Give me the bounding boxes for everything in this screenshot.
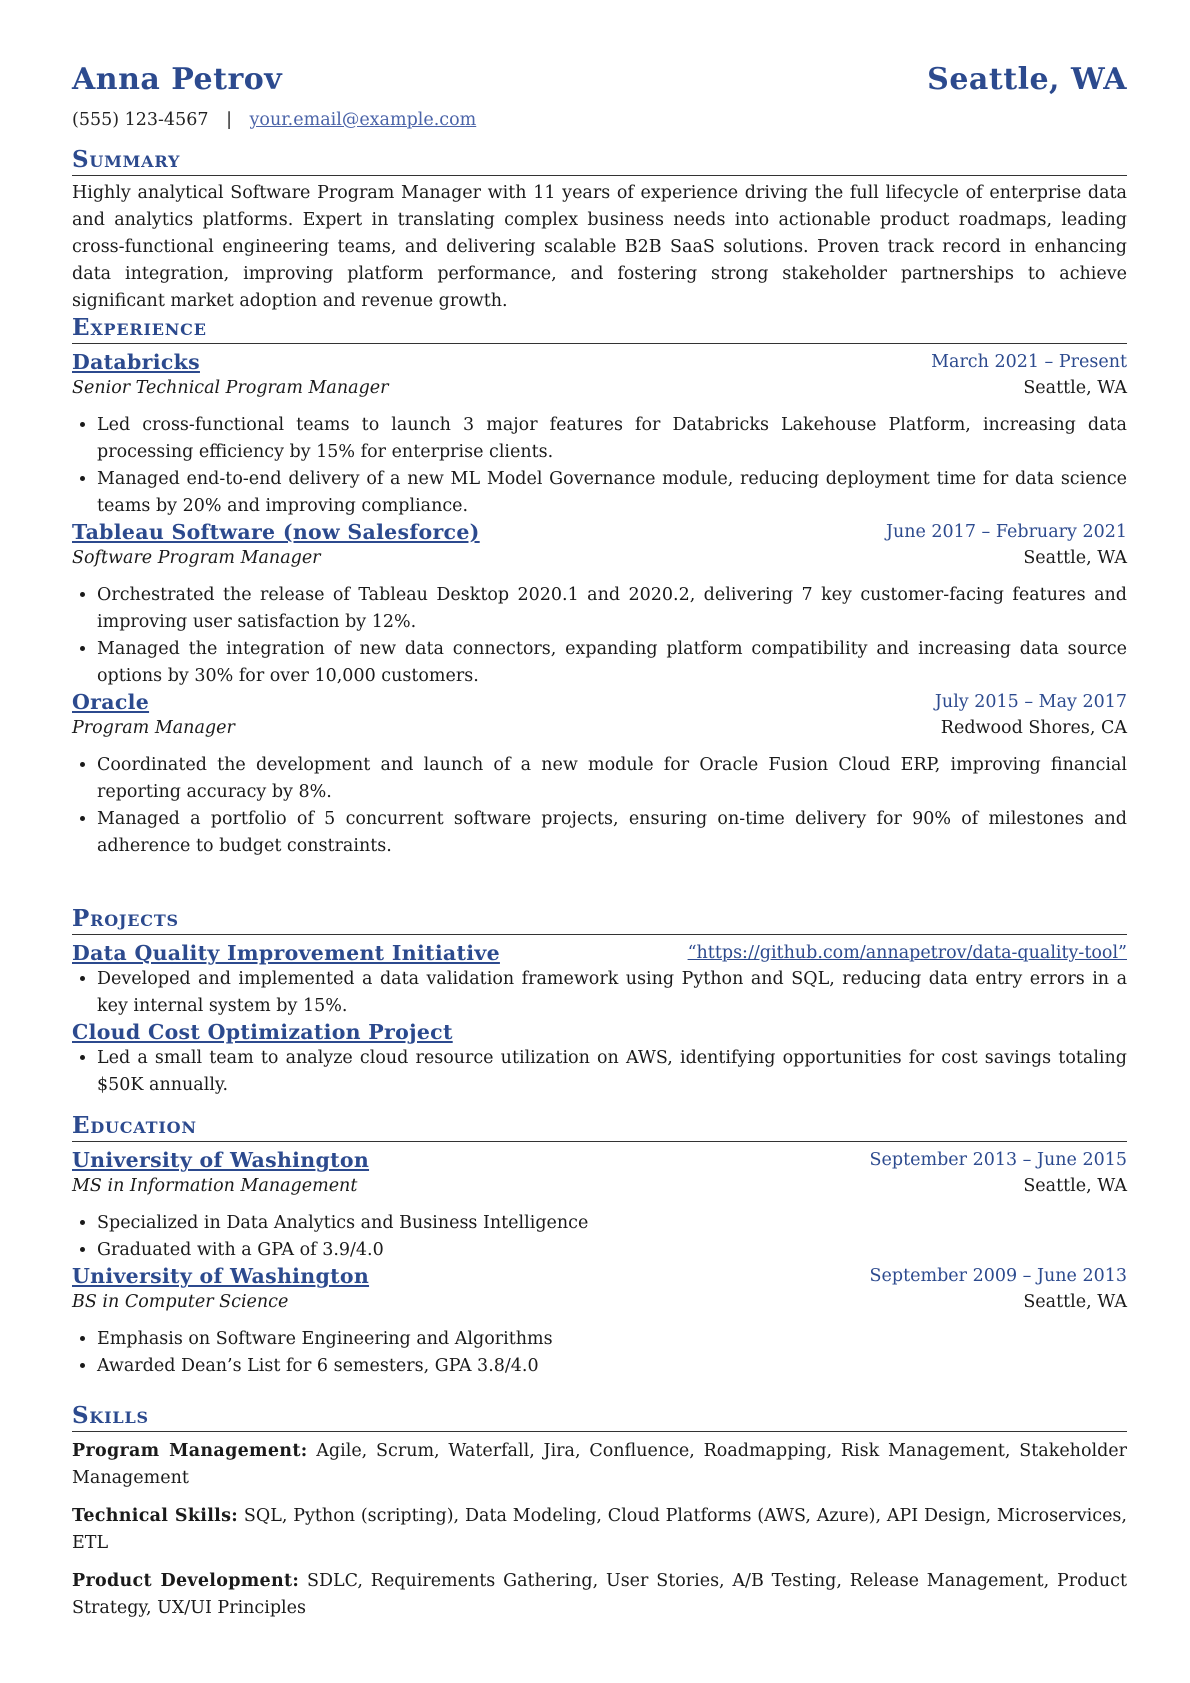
experience-section <box>72 314 1127 860</box>
experience-entry <box>72 690 1127 860</box>
phone-number: (555) 123-4567 <box>72 110 209 130</box>
project-title-link[interactable]: Data Quality Improvement Initiative <box>72 941 500 965</box>
degree-name: MS in Information Management <box>72 1176 358 1196</box>
candidate-name: Anna Petrov <box>72 62 283 97</box>
contact-line <box>72 110 476 130</box>
bullet-item: • Coordinated the development and launch of a new module for Oracle Fusion Cloud ERP, improving financial reporting accuracy by 8%. <box>97 752 1127 806</box>
education-entry <box>72 1264 1127 1380</box>
bullet-item: • Specialized in Data Analytics and Business Intelligence <box>97 1210 1127 1237</box>
project-title-link[interactable]: Cloud Cost Optimization Project <box>72 1020 453 1044</box>
experience-entry <box>72 520 1127 690</box>
skill-label: Product Development: <box>72 1571 300 1591</box>
school-link[interactable]: University of Washington <box>72 1264 370 1288</box>
skill-value: SQL, Python (scripting), Data Modeling, Cloud Platforms (AWS, Azure), API Design, Microservices, ETL <box>72 1506 1127 1553</box>
summary-section <box>72 146 1127 315</box>
contact-separator: | <box>226 110 232 130</box>
skill-row <box>72 1503 1127 1557</box>
school-link[interactable]: University of Washington <box>72 1148 370 1172</box>
bullet-item: • Managed end-to-end delivery of a new ML Model Governance module, reducing deployment time for data science teams by 20% and improving compliance. <box>97 466 1127 520</box>
project-repo-link[interactable]: “https://github.com/annapetrov/data-quality-tool” <box>687 943 1127 963</box>
school-location: Seattle, WA <box>1023 1176 1127 1196</box>
section-title-skills: Skills <box>72 1402 1127 1432</box>
projects-section <box>72 905 1127 1099</box>
job-location: Seattle, WA <box>1023 378 1127 398</box>
bullet-item: • Awarded Dean’s List for 6 semesters, GPA 3.8/4.0 <box>97 1353 1127 1380</box>
education-section <box>72 1112 1127 1380</box>
section-title-education: Education <box>72 1112 1127 1142</box>
section-title-experience: Experience <box>72 314 1127 344</box>
bullet-item: • Led cross-functional teams to launch 3 major features for Databricks Lakehouse Platform, increasing data processing efficiency by 15% for enterprise clients. <box>97 412 1127 466</box>
job-role: Software Program Manager <box>72 548 321 568</box>
skill-value: Agile, Scrum, Waterfall, Jira, Confluence, Roadmapping, Risk Management, Stakeholder Management <box>72 1441 1127 1488</box>
school-location: Seattle, WA <box>1023 1292 1127 1312</box>
bullet-item: • Managed a portfolio of 5 concurrent software projects, ensuring on-time delivery for 90% of milestones and adherence to budget constraints. <box>97 806 1127 860</box>
bullet-item: • Managed the integration of new data connectors, expanding platform compatibility and increasing data source options by 30% for over 10,000 customers. <box>97 636 1127 690</box>
section-title-projects: Projects <box>72 905 1127 935</box>
skill-value: SDLC, Requirements Gathering, User Stories, A/B Testing, Release Management, Product Strategy, UX/UI Principles <box>72 1571 1127 1618</box>
skill-row <box>72 1568 1127 1622</box>
bullet-item: • Orchestrated the release of Tableau Desktop 2020.1 and 2020.2, delivering 7 key customer-facing features and improving user satisfaction by 12%. <box>97 582 1127 636</box>
project-entry <box>72 941 1127 1020</box>
bullet-item: • Graduated with a GPA of 3.9/4.0 <box>97 1237 1127 1264</box>
skill-label: Program Management: <box>72 1441 308 1461</box>
skill-label: Technical Skills: <box>72 1506 239 1526</box>
resume-header <box>72 62 1127 104</box>
bullet-item: • Led a small team to analyze cloud resource utilization on AWS, identifying opportunities for cost savings totaling $50K annually. <box>97 1045 1127 1099</box>
job-dates: July 2015 – May 2017 <box>934 692 1127 712</box>
job-location: Redwood Shores, CA <box>940 718 1127 738</box>
job-dates: March 2021 – Present <box>931 352 1127 372</box>
company-link[interactable]: Tableau Software (now Salesforce) <box>72 520 480 544</box>
summary-text: Highly analytical Software Program Manager with 11 years of experience driving the full lifecycle of enterprise data and analytics platforms. Expert in translating complex business needs into actionable product roadmaps, leading cross-functional engineering teams, and delivering scalable B2B SaaS solutions. Proven track record in enhancing data integration, improving platform performance, and fostering strong stakeholder partnerships to achieve significant market adoption and revenue growth. <box>72 183 1127 311</box>
project-entry <box>72 1020 1127 1099</box>
job-role: Senior Technical Program Manager <box>72 378 389 398</box>
section-title-summary: Summary <box>72 146 1127 176</box>
candidate-location: Seattle, WA <box>927 62 1127 97</box>
education-dates: September 2013 – June 2015 <box>869 1150 1127 1170</box>
job-role: Program Manager <box>72 718 235 738</box>
skills-section <box>72 1402 1127 1633</box>
email-link[interactable]: your.email@example.com <box>249 110 477 130</box>
job-location: Seattle, WA <box>1023 548 1127 568</box>
bullet-item: • Emphasis on Software Engineering and Algorithms <box>97 1326 1127 1353</box>
skill-row <box>72 1438 1127 1492</box>
company-link[interactable]: Oracle <box>72 690 150 714</box>
bullet-item: • Developed and implemented a data validation framework using Python and SQL, reducing data entry errors in a key internal system by 15%. <box>97 966 1127 1020</box>
job-dates: June 2017 – February 2021 <box>885 522 1127 542</box>
experience-entry <box>72 350 1127 520</box>
degree-name: BS in Computer Science <box>72 1292 289 1312</box>
company-link[interactable]: Databricks <box>72 350 200 374</box>
education-dates: September 2009 – June 2013 <box>869 1266 1127 1286</box>
education-entry <box>72 1148 1127 1264</box>
